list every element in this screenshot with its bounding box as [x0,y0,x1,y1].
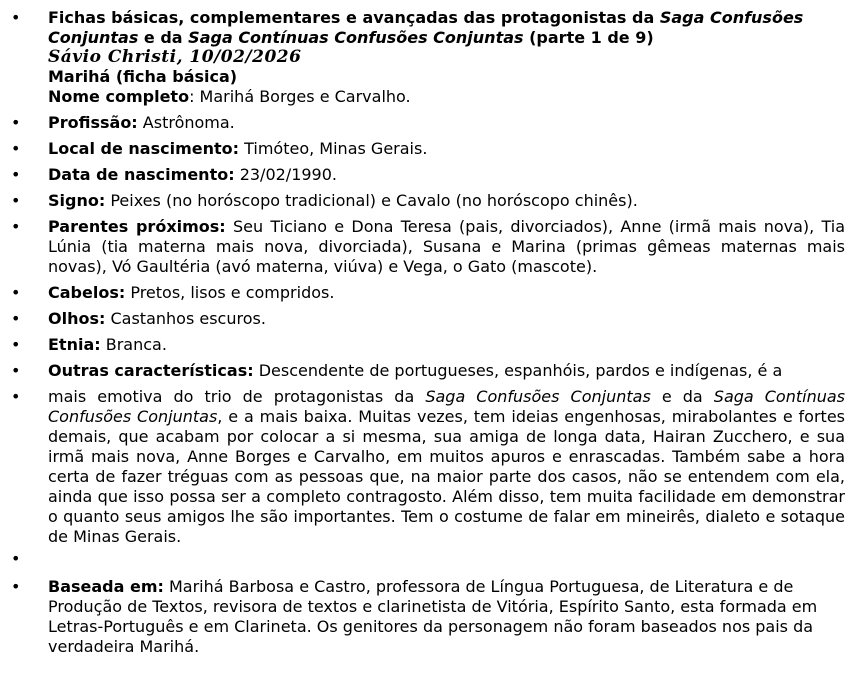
bullet-marker: • [11,139,21,158]
bullet-marker: • [11,217,21,236]
field-baseada-em [0,577,867,657]
bullet-marker: • [11,549,21,568]
field-parentes [0,217,867,277]
field-label: Etnia: [48,335,101,354]
field-label: Baseada em: [48,577,164,596]
full-name-label: Nome completo [48,87,190,106]
bullet-marker: • [11,191,21,210]
characteristics-continuation: • mais emotiva do trio de protagonistas da Saga Confusões Conjuntas e da Saga Contínuas Confusões Conjuntas, e a mais baixa. Muitas vezes, tem ideias engenhosas, mirabolantes e fortes demais, que acabam por colocar a si mesma, sua amiga de longa data, Hairan Zucchero, e sua irmã mais nova, Anne Borges e Carvalho, em muitos apuros e enrascadas. Também sabe a hora certa de fazer tréguas com as pessoas que, na maior parte dos casos, não se entendem com ela, ainda que isso possa ser a completo contragosto. Além disso, tem muita facilidade em demonstrar o quanto seus amigos lhe são importantes. Tem o costume de falar em mineirês, dialeto e sotaque de Minas Gerais. [11,387,846,546]
bullet-marker: • [11,387,21,406]
field-label: Data de nascimento: [48,165,235,184]
field-label: Parentes próximos: [48,217,226,236]
field-label: Outras características: [48,361,254,380]
field-signo [0,191,867,211]
bullet-marker: • [11,165,21,184]
field-label: Signo: [48,191,106,210]
field-cabelos [0,283,867,303]
document-body [0,8,867,657]
field-label: Local de nascimento: [48,139,240,158]
bullet-marker: • [11,283,21,302]
field-value: Branca. [100,335,167,354]
bullet-marker: • [11,577,21,596]
full-name-line [48,87,845,107]
bullet-marker: • [11,335,21,354]
field-value: Pretos, lisos e compridos. [125,283,335,302]
empty-bullet-item [0,549,867,571]
bullet-marker: • [11,8,21,27]
field-value: Astrônoma. [137,113,235,132]
field-value: Marihá Barbosa e Castro, professora de Língua Portuguesa, de Literatura e de Produção de Textos, revisora de textos e clarinetista de Vitória, Espírito Santo, esta formada em Letras-Português e em Clarineta. Os genitores da personagem não foram baseados nos pais da verdadeira Marihá. [48,577,818,656]
author-signature: Sávio Christi, 10/02/2026 [48,47,302,67]
header-item [0,8,867,107]
field-etnia [0,335,867,355]
bullet-marker: • [11,113,21,132]
field-data-nascimento [0,165,867,185]
field-value: Castanhos escuros. [105,309,266,328]
field-olhos [0,309,867,329]
field-label: Profissão: [48,113,138,132]
field-label: Cabelos: [48,283,126,302]
bullet-marker: • [11,309,21,328]
field-value: Timóteo, Minas Gerais. [239,139,428,158]
full-name-value: : Marihá Borges e Carvalho. [189,87,411,106]
field-profissao [0,113,867,133]
card-name: Marihá (ficha básica) [48,67,238,86]
field-value: Seu Ticiano e Dona Teresa (pais, divorciados), Anne (irmã mais nova), Tia Lúnia (tia materna mais nova, divorciada), Susana e Marina (primas gêmeas maternas mais novas), Vó Gaultéria (avó materna, viúva) e Vega, o Gato (mascote). [48,217,846,276]
field-label: Olhos: [48,309,106,328]
field-value: Descendente de portugueses, espanhóis, pardos e indígenas, é a [253,361,783,380]
field-value: Peixes (no horóscopo tradicional) e Cavalo (no horóscopo chinês). [105,191,638,210]
document-title: Fichas básicas, complementares e avançadas das protagonistas da Saga Confusões Conjuntas e da Saga Contínuas Confusões Conjuntas (parte 1 de 9) [48,8,804,47]
field-local-nascimento [0,139,867,159]
field-value: 23/02/1990. [234,165,337,184]
bullet-marker: • [11,361,21,380]
field-outras-caracteristicas [0,361,867,381]
